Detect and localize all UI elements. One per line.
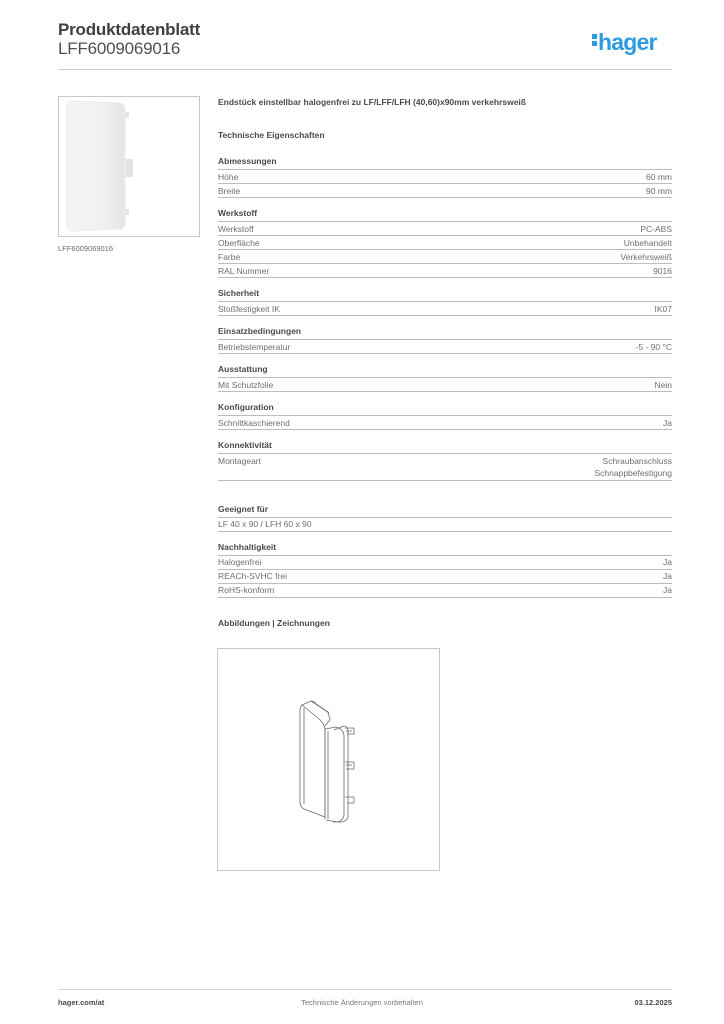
section-heading: Konnektivität <box>218 440 672 454</box>
spec-row <box>218 518 672 532</box>
spec-label: RoHS-konform <box>218 585 275 595</box>
section-heading: Werkstoff <box>218 208 672 222</box>
product-thumbnail <box>58 96 200 237</box>
spec-row <box>218 184 672 198</box>
spec-label: Farbe <box>218 251 241 262</box>
spec-row <box>218 454 672 481</box>
spec-value: Nein <box>654 379 672 390</box>
spec-row <box>218 236 672 250</box>
spec-row <box>218 584 672 598</box>
section-heading: Sicherheit <box>218 288 672 302</box>
section-nachhaltigkeit <box>218 542 672 598</box>
section-heading: Abmessungen <box>218 156 672 170</box>
spec-label: Höhe <box>218 171 239 182</box>
spec-value <box>594 455 672 479</box>
spec-row <box>218 378 672 392</box>
section-konfiguration <box>218 402 672 430</box>
suitable-value: LF 40 x 90 / LFH 60 x 90 <box>218 519 312 529</box>
footer-disclaimer: Technische Änderungen vorbehalten <box>301 998 423 1007</box>
thumbnail-label: LFF6009069016 <box>58 244 114 253</box>
spec-row <box>218 416 672 430</box>
spec-value: Ja <box>663 417 672 428</box>
section-heading: Ausstattung <box>218 364 672 378</box>
spec-value: PC-ABS <box>640 223 672 234</box>
spec-label: RAL Nummer <box>218 265 270 276</box>
section-ausstattung <box>218 364 672 392</box>
spec-label: Schnittkaschierend <box>218 417 290 428</box>
logo-text: hager <box>598 29 657 55</box>
footer-date: 03.12.2025 <box>634 998 672 1007</box>
spec-label: REACh-SVHC frei <box>218 571 287 581</box>
spec-value: 90 mm <box>646 185 672 196</box>
section-konnektivitaet <box>218 440 672 481</box>
spec-value: Ja <box>663 557 672 567</box>
spec-label: Montageart <box>218 455 261 466</box>
section-heading: Geeignet für <box>218 504 672 518</box>
spec-value: -5 - 90 °C <box>635 341 672 352</box>
spec-value: 60 mm <box>646 171 672 182</box>
footer-divider <box>58 989 672 990</box>
spec-value: 9016 <box>653 265 672 276</box>
spec-row <box>218 340 672 354</box>
section-werkstoff <box>218 208 672 278</box>
header-divider <box>58 69 672 70</box>
end-cap-photo-icon <box>59 97 199 236</box>
spec-label: Betriebstemperatur <box>218 341 291 352</box>
section-abmessungen <box>218 156 672 198</box>
spec-value: Ja <box>663 585 672 595</box>
section-geeignet-fuer <box>218 504 672 532</box>
spec-row <box>218 250 672 264</box>
spec-label: Stoßfestigkeit IK <box>218 303 280 314</box>
hager-logo <box>592 29 657 56</box>
technical-drawing <box>217 648 440 871</box>
spec-label: Breite <box>218 185 241 196</box>
page-title: Produktdatenblatt <box>58 20 201 39</box>
section-sicherheit <box>218 288 672 316</box>
spec-value: IK07 <box>654 303 672 314</box>
spec-value: Ja <box>663 571 672 581</box>
spec-row <box>218 170 672 184</box>
spec-label: Mit Schutzfolie <box>218 379 274 390</box>
product-code: LFF6009069016 <box>58 39 181 58</box>
spec-value: Verkehrsweiß <box>620 251 672 262</box>
spec-row <box>218 302 672 316</box>
figures-heading: Abbildungen | Zeichnungen <box>218 617 330 628</box>
spec-label: Werkstoff <box>218 223 254 234</box>
specs-panel <box>218 96 672 628</box>
spec-row <box>218 556 672 570</box>
end-cap-drawing-icon <box>218 649 439 870</box>
section-heading: Nachhaltigkeit <box>218 542 672 556</box>
spec-row <box>218 264 672 278</box>
spec-label: Oberfläche <box>218 237 260 248</box>
section-heading: Konfiguration <box>218 402 672 416</box>
spec-value-line: Schnappbefestigung <box>594 467 672 478</box>
spec-value: Unbehandelt <box>623 237 672 248</box>
product-description: Endstück einstellbar halogenfrei zu LF/LFF/LFH (40,60)x90mm verkehrsweiß <box>218 97 526 107</box>
footer-website-link[interactable]: hager.com/at <box>58 998 105 1007</box>
tech-properties-heading: Technische Eigenschaften <box>218 130 325 140</box>
section-heading: Einsatzbedingungen <box>218 326 672 340</box>
spec-row <box>218 570 672 584</box>
spec-row <box>218 222 672 236</box>
section-einsatzbedingungen <box>218 326 672 354</box>
spec-label: Halogenfrei <box>218 557 262 567</box>
logo-colon-icon <box>592 32 597 48</box>
spec-value-line: Schraubanschluss <box>602 455 672 466</box>
